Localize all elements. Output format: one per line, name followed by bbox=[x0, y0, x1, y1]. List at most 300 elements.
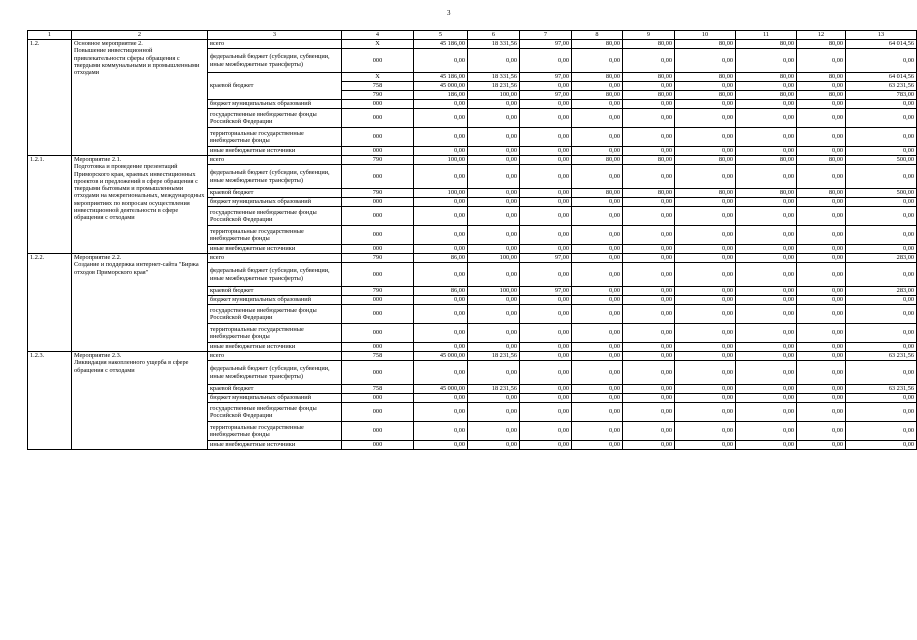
budget-code: 000 bbox=[342, 245, 414, 254]
value-col-8: 0,00 bbox=[572, 343, 623, 352]
value-col-7: 0,00 bbox=[520, 189, 572, 198]
value-col-9: 0,00 bbox=[623, 254, 675, 263]
value-col-7: 0,00 bbox=[520, 403, 572, 422]
funding-source: всего bbox=[208, 40, 342, 49]
value-col-11: 0,00 bbox=[736, 324, 797, 343]
funding-source: федеральный бюджет (субсидии, субвенции, иные межбюджетные трансферты) bbox=[208, 263, 342, 287]
value-col-8: 0,00 bbox=[572, 263, 623, 287]
value-col-12: 80,00 bbox=[797, 73, 846, 82]
value-col-11: 80,00 bbox=[736, 156, 797, 165]
funding-source: иные внебюджетные источники bbox=[208, 147, 342, 156]
value-col-13: 0,00 bbox=[846, 147, 917, 156]
value-col-13: 64 014,56 bbox=[846, 40, 917, 49]
value-col-8: 0,00 bbox=[572, 403, 623, 422]
value-col-6: 18 231,56 bbox=[468, 82, 520, 91]
value-col-5: 86,00 bbox=[414, 254, 468, 263]
value-col-5: 45 186,00 bbox=[414, 40, 468, 49]
value-col-8: 0,00 bbox=[572, 352, 623, 361]
item-number: 1.2.3. bbox=[28, 352, 72, 450]
value-col-8: 80,00 bbox=[572, 91, 623, 100]
value-col-11: 0,00 bbox=[736, 165, 797, 189]
value-col-11: 0,00 bbox=[736, 394, 797, 403]
value-col-7: 0,00 bbox=[520, 305, 572, 324]
value-col-12: 0,00 bbox=[797, 361, 846, 385]
budget-code: 000 bbox=[342, 147, 414, 156]
value-col-6: 0,00 bbox=[468, 109, 520, 128]
value-col-11: 0,00 bbox=[736, 128, 797, 147]
value-col-7: 0,00 bbox=[520, 343, 572, 352]
value-col-5: 0,00 bbox=[414, 263, 468, 287]
value-col-12: 80,00 bbox=[797, 156, 846, 165]
header-cell-5: 5 bbox=[414, 31, 468, 40]
value-col-10: 0,00 bbox=[675, 343, 736, 352]
budget-code: X bbox=[342, 40, 414, 49]
value-col-9: 80,00 bbox=[623, 156, 675, 165]
value-col-13: 0,00 bbox=[846, 226, 917, 245]
funding-source: государственные внебюджетные фонды Российской Федерации bbox=[208, 109, 342, 128]
value-col-9: 0,00 bbox=[623, 403, 675, 422]
value-col-6: 0,00 bbox=[468, 324, 520, 343]
value-col-7: 0,00 bbox=[520, 147, 572, 156]
value-col-6: 18 331,56 bbox=[468, 40, 520, 49]
value-col-12: 0,00 bbox=[797, 305, 846, 324]
item-name: Мероприятие 2.2. Создание и поддержка интернет-сайта "Биржа отходов Приморского края" bbox=[72, 254, 208, 352]
value-col-11: 0,00 bbox=[736, 263, 797, 287]
item-name: Мероприятие 2.1. Подготовка и проведение презентаций Приморского края, краевых инвестиционных проектов и предложений в сфере обращения с твердыми бытовыми и промышленными отходами на межрегиональных, международных мероприятиях по вопросам осуществления инвестиционной деятельности в сфере обращения с отходами bbox=[72, 156, 208, 254]
value-col-13: 63 231,56 bbox=[846, 385, 917, 394]
funding-source: государственные внебюджетные фонды Российской Федерации bbox=[208, 403, 342, 422]
value-col-7: 0,00 bbox=[520, 385, 572, 394]
value-col-5: 0,00 bbox=[414, 324, 468, 343]
funding-source: бюджет муниципальных образований bbox=[208, 100, 342, 109]
header-cell-1: 1 bbox=[28, 31, 72, 40]
value-col-11: 0,00 bbox=[736, 305, 797, 324]
value-col-13: 64 014,56 bbox=[846, 73, 917, 82]
value-col-6: 0,00 bbox=[468, 147, 520, 156]
value-col-13: 0,00 bbox=[846, 394, 917, 403]
budget-code: 790 bbox=[342, 287, 414, 296]
value-col-5: 0,00 bbox=[414, 403, 468, 422]
value-col-6: 0,00 bbox=[468, 49, 520, 73]
value-col-12: 0,00 bbox=[797, 287, 846, 296]
value-col-6: 0,00 bbox=[468, 245, 520, 254]
value-col-8: 0,00 bbox=[572, 361, 623, 385]
value-col-6: 0,00 bbox=[468, 394, 520, 403]
value-col-7: 0,00 bbox=[520, 263, 572, 287]
funding-source: краевой бюджет bbox=[208, 385, 342, 394]
table-row bbox=[28, 40, 917, 49]
value-col-6: 100,00 bbox=[468, 287, 520, 296]
value-col-9: 0,00 bbox=[623, 147, 675, 156]
value-col-10: 0,00 bbox=[675, 147, 736, 156]
value-col-13: 500,00 bbox=[846, 156, 917, 165]
value-col-7: 0,00 bbox=[520, 441, 572, 450]
value-col-10: 0,00 bbox=[675, 165, 736, 189]
value-col-12: 0,00 bbox=[797, 49, 846, 73]
value-col-7: 0,00 bbox=[520, 128, 572, 147]
header-cell-4: 4 bbox=[342, 31, 414, 40]
value-col-9: 0,00 bbox=[623, 305, 675, 324]
value-col-5: 86,00 bbox=[414, 287, 468, 296]
budget-code: 790 bbox=[342, 156, 414, 165]
value-col-8: 0,00 bbox=[572, 82, 623, 91]
value-col-8: 0,00 bbox=[572, 207, 623, 226]
value-col-5: 0,00 bbox=[414, 207, 468, 226]
item-number: 1.2.2. bbox=[28, 254, 72, 352]
value-col-6: 0,00 bbox=[468, 165, 520, 189]
value-col-13: 0,00 bbox=[846, 343, 917, 352]
funding-source: краевой бюджет bbox=[208, 189, 342, 198]
funding-source: всего bbox=[208, 352, 342, 361]
value-col-12: 0,00 bbox=[797, 441, 846, 450]
value-col-8: 0,00 bbox=[572, 245, 623, 254]
budget-code: 000 bbox=[342, 394, 414, 403]
value-col-8: 0,00 bbox=[572, 226, 623, 245]
value-col-7: 0,00 bbox=[520, 226, 572, 245]
value-col-6: 0,00 bbox=[468, 226, 520, 245]
budget-code: 000 bbox=[342, 422, 414, 441]
value-col-5: 0,00 bbox=[414, 165, 468, 189]
table-row bbox=[28, 156, 917, 165]
budget-code: 000 bbox=[342, 441, 414, 450]
budget-code: 758 bbox=[342, 82, 414, 91]
value-col-8: 0,00 bbox=[572, 305, 623, 324]
value-col-6: 18 331,56 bbox=[468, 73, 520, 82]
budget-code: X bbox=[342, 73, 414, 82]
budget-code: 000 bbox=[342, 128, 414, 147]
value-col-9: 0,00 bbox=[623, 324, 675, 343]
value-col-13: 63 231,56 bbox=[846, 82, 917, 91]
value-col-10: 0,00 bbox=[675, 245, 736, 254]
value-col-13: 283,00 bbox=[846, 254, 917, 263]
value-col-6: 0,00 bbox=[468, 441, 520, 450]
value-col-7: 0,00 bbox=[520, 49, 572, 73]
value-col-13: 63 231,56 bbox=[846, 352, 917, 361]
value-col-7: 0,00 bbox=[520, 109, 572, 128]
item-number: 1.2.1. bbox=[28, 156, 72, 254]
funding-source: территориальные государственные внебюджетные фонды bbox=[208, 226, 342, 245]
value-col-9: 80,00 bbox=[623, 73, 675, 82]
budget-code: 758 bbox=[342, 385, 414, 394]
value-col-6: 0,00 bbox=[468, 305, 520, 324]
value-col-6: 0,00 bbox=[468, 198, 520, 207]
funding-source: государственные внебюджетные фонды Российской Федерации bbox=[208, 207, 342, 226]
value-col-11: 0,00 bbox=[736, 403, 797, 422]
value-col-6: 100,00 bbox=[468, 91, 520, 100]
value-col-11: 0,00 bbox=[736, 82, 797, 91]
header-cell-6: 6 bbox=[468, 31, 520, 40]
value-col-10: 80,00 bbox=[675, 40, 736, 49]
value-col-9: 0,00 bbox=[623, 394, 675, 403]
value-col-5: 45 000,00 bbox=[414, 352, 468, 361]
value-col-11: 0,00 bbox=[736, 226, 797, 245]
value-col-9: 0,00 bbox=[623, 100, 675, 109]
value-col-10: 0,00 bbox=[675, 385, 736, 394]
value-col-11: 80,00 bbox=[736, 91, 797, 100]
value-col-10: 80,00 bbox=[675, 73, 736, 82]
budget-code: 790 bbox=[342, 91, 414, 100]
value-col-9: 0,00 bbox=[623, 128, 675, 147]
value-col-5: 100,00 bbox=[414, 189, 468, 198]
budget-code: 000 bbox=[342, 403, 414, 422]
value-col-13: 0,00 bbox=[846, 109, 917, 128]
value-col-9: 0,00 bbox=[623, 361, 675, 385]
value-col-11: 0,00 bbox=[736, 287, 797, 296]
value-col-10: 0,00 bbox=[675, 361, 736, 385]
value-col-7: 0,00 bbox=[520, 361, 572, 385]
value-col-12: 0,00 bbox=[797, 352, 846, 361]
header-cell-2: 2 bbox=[72, 31, 208, 40]
value-col-8: 0,00 bbox=[572, 254, 623, 263]
value-col-7: 0,00 bbox=[520, 100, 572, 109]
value-col-9: 0,00 bbox=[623, 422, 675, 441]
value-col-13: 500,00 bbox=[846, 189, 917, 198]
value-col-10: 0,00 bbox=[675, 263, 736, 287]
value-col-12: 80,00 bbox=[797, 40, 846, 49]
value-col-6: 0,00 bbox=[468, 100, 520, 109]
value-col-6: 0,00 bbox=[468, 156, 520, 165]
budget-code: 000 bbox=[342, 324, 414, 343]
header-cell-9: 9 bbox=[623, 31, 675, 40]
funding-source: краевой бюджет bbox=[208, 73, 342, 100]
value-col-13: 783,00 bbox=[846, 91, 917, 100]
value-col-12: 0,00 bbox=[797, 394, 846, 403]
value-col-8: 80,00 bbox=[572, 73, 623, 82]
value-col-9: 0,00 bbox=[623, 296, 675, 305]
value-col-13: 0,00 bbox=[846, 165, 917, 189]
value-col-13: 283,00 bbox=[846, 287, 917, 296]
budget-code: 000 bbox=[342, 343, 414, 352]
funding-source: краевой бюджет bbox=[208, 287, 342, 296]
budget-code: 000 bbox=[342, 198, 414, 207]
value-col-10: 0,00 bbox=[675, 49, 736, 73]
value-col-13: 0,00 bbox=[846, 49, 917, 73]
value-col-11: 0,00 bbox=[736, 343, 797, 352]
value-col-5: 0,00 bbox=[414, 361, 468, 385]
header-cell-7: 7 bbox=[520, 31, 572, 40]
value-col-8: 80,00 bbox=[572, 40, 623, 49]
budget-code: 000 bbox=[342, 165, 414, 189]
value-col-7: 0,00 bbox=[520, 82, 572, 91]
value-col-8: 0,00 bbox=[572, 128, 623, 147]
table-row bbox=[28, 254, 917, 263]
budget-code: 000 bbox=[342, 296, 414, 305]
value-col-5: 0,00 bbox=[414, 296, 468, 305]
value-col-13: 0,00 bbox=[846, 441, 917, 450]
value-col-9: 0,00 bbox=[623, 207, 675, 226]
item-name: Мероприятие 2.3. Ликвидация накопленного ущерба в сфере обращения с отходами bbox=[72, 352, 208, 450]
value-col-10: 0,00 bbox=[675, 226, 736, 245]
budget-code: 000 bbox=[342, 263, 414, 287]
value-col-8: 0,00 bbox=[572, 147, 623, 156]
value-col-11: 0,00 bbox=[736, 207, 797, 226]
value-col-5: 0,00 bbox=[414, 128, 468, 147]
value-col-5: 0,00 bbox=[414, 305, 468, 324]
funding-source: территориальные государственные внебюджетные фонды bbox=[208, 324, 342, 343]
value-col-8: 0,00 bbox=[572, 394, 623, 403]
funding-source: бюджет муниципальных образований bbox=[208, 394, 342, 403]
value-col-6: 0,00 bbox=[468, 128, 520, 147]
value-col-13: 0,00 bbox=[846, 422, 917, 441]
value-col-13: 0,00 bbox=[846, 207, 917, 226]
value-col-12: 0,00 bbox=[797, 100, 846, 109]
value-col-12: 0,00 bbox=[797, 403, 846, 422]
value-col-5: 0,00 bbox=[414, 441, 468, 450]
value-col-9: 0,00 bbox=[623, 263, 675, 287]
value-col-5: 0,00 bbox=[414, 343, 468, 352]
value-col-12: 0,00 bbox=[797, 422, 846, 441]
budget-code: 790 bbox=[342, 189, 414, 198]
value-col-12: 0,00 bbox=[797, 245, 846, 254]
value-col-7: 0,00 bbox=[520, 422, 572, 441]
value-col-10: 0,00 bbox=[675, 100, 736, 109]
funding-source: территориальные государственные внебюджетные фонды bbox=[208, 422, 342, 441]
value-col-13: 0,00 bbox=[846, 403, 917, 422]
budget-code: 000 bbox=[342, 361, 414, 385]
value-col-10: 0,00 bbox=[675, 296, 736, 305]
value-col-12: 0,00 bbox=[797, 385, 846, 394]
funding-source: всего bbox=[208, 254, 342, 263]
value-col-10: 0,00 bbox=[675, 305, 736, 324]
value-col-5: 186,00 bbox=[414, 91, 468, 100]
header-cell-8: 8 bbox=[572, 31, 623, 40]
value-col-8: 0,00 bbox=[572, 296, 623, 305]
value-col-9: 80,00 bbox=[623, 189, 675, 198]
value-col-7: 97,00 bbox=[520, 73, 572, 82]
value-col-11: 0,00 bbox=[736, 441, 797, 450]
value-col-11: 0,00 bbox=[736, 100, 797, 109]
value-col-12: 0,00 bbox=[797, 263, 846, 287]
value-col-11: 0,00 bbox=[736, 422, 797, 441]
value-col-12: 0,00 bbox=[797, 226, 846, 245]
value-col-6: 0,00 bbox=[468, 422, 520, 441]
value-col-9: 0,00 bbox=[623, 343, 675, 352]
value-col-7: 0,00 bbox=[520, 207, 572, 226]
value-col-11: 80,00 bbox=[736, 73, 797, 82]
value-col-7: 0,00 bbox=[520, 324, 572, 343]
value-col-9: 0,00 bbox=[623, 245, 675, 254]
value-col-12: 0,00 bbox=[797, 82, 846, 91]
value-col-10: 0,00 bbox=[675, 109, 736, 128]
value-col-6: 0,00 bbox=[468, 189, 520, 198]
value-col-10: 80,00 bbox=[675, 91, 736, 100]
header-row bbox=[28, 31, 917, 40]
value-col-7: 0,00 bbox=[520, 156, 572, 165]
value-col-8: 0,00 bbox=[572, 287, 623, 296]
funding-source: федеральный бюджет (субсидии, субвенции, иные межбюджетные трансферты) bbox=[208, 49, 342, 73]
value-col-10: 0,00 bbox=[675, 324, 736, 343]
value-col-12: 0,00 bbox=[797, 198, 846, 207]
value-col-8: 0,00 bbox=[572, 165, 623, 189]
value-col-6: 100,00 bbox=[468, 254, 520, 263]
value-col-10: 0,00 bbox=[675, 254, 736, 263]
budget-table bbox=[27, 30, 917, 450]
budget-code: 000 bbox=[342, 305, 414, 324]
page-number: 3 bbox=[447, 9, 451, 17]
funding-source: иные внебюджетные источники bbox=[208, 441, 342, 450]
value-col-5: 45 186,00 bbox=[414, 73, 468, 82]
funding-source: бюджет муниципальных образований bbox=[208, 198, 342, 207]
value-col-8: 80,00 bbox=[572, 156, 623, 165]
value-col-9: 0,00 bbox=[623, 441, 675, 450]
value-col-7: 0,00 bbox=[520, 165, 572, 189]
value-col-9: 80,00 bbox=[623, 91, 675, 100]
value-col-12: 0,00 bbox=[797, 324, 846, 343]
value-col-6: 0,00 bbox=[468, 207, 520, 226]
budget-code: 000 bbox=[342, 226, 414, 245]
item-number: 1.2. bbox=[28, 40, 72, 156]
budget-code: 000 bbox=[342, 49, 414, 73]
funding-source: бюджет муниципальных образований bbox=[208, 296, 342, 305]
value-col-11: 80,00 bbox=[736, 189, 797, 198]
header-cell-10: 10 bbox=[675, 31, 736, 40]
value-col-13: 0,00 bbox=[846, 198, 917, 207]
value-col-5: 0,00 bbox=[414, 147, 468, 156]
value-col-5: 100,00 bbox=[414, 156, 468, 165]
value-col-13: 0,00 bbox=[846, 128, 917, 147]
value-col-5: 45 000,00 bbox=[414, 82, 468, 91]
value-col-11: 80,00 bbox=[736, 40, 797, 49]
header-cell-3: 3 bbox=[208, 31, 342, 40]
header-cell-11: 11 bbox=[736, 31, 797, 40]
value-col-10: 0,00 bbox=[675, 82, 736, 91]
value-col-5: 0,00 bbox=[414, 226, 468, 245]
value-col-8: 0,00 bbox=[572, 441, 623, 450]
value-col-7: 0,00 bbox=[520, 296, 572, 305]
value-col-9: 0,00 bbox=[623, 226, 675, 245]
value-col-12: 0,00 bbox=[797, 165, 846, 189]
value-col-13: 0,00 bbox=[846, 324, 917, 343]
value-col-5: 0,00 bbox=[414, 422, 468, 441]
value-col-9: 0,00 bbox=[623, 165, 675, 189]
value-col-8: 0,00 bbox=[572, 385, 623, 394]
value-col-9: 80,00 bbox=[623, 40, 675, 49]
value-col-7: 97,00 bbox=[520, 254, 572, 263]
value-col-9: 0,00 bbox=[623, 352, 675, 361]
header-cell-13: 13 bbox=[846, 31, 917, 40]
value-col-11: 0,00 bbox=[736, 198, 797, 207]
value-col-11: 0,00 bbox=[736, 296, 797, 305]
value-col-6: 0,00 bbox=[468, 296, 520, 305]
value-col-7: 97,00 bbox=[520, 287, 572, 296]
value-col-10: 0,00 bbox=[675, 394, 736, 403]
value-col-6: 0,00 bbox=[468, 263, 520, 287]
value-col-8: 0,00 bbox=[572, 100, 623, 109]
value-col-10: 0,00 bbox=[675, 287, 736, 296]
value-col-10: 80,00 bbox=[675, 156, 736, 165]
funding-source: государственные внебюджетные фонды Российской Федерации bbox=[208, 305, 342, 324]
value-col-12: 80,00 bbox=[797, 91, 846, 100]
value-col-12: 0,00 bbox=[797, 147, 846, 156]
value-col-6: 18 231,56 bbox=[468, 352, 520, 361]
value-col-9: 0,00 bbox=[623, 385, 675, 394]
value-col-8: 0,00 bbox=[572, 49, 623, 73]
item-name: Основное мероприятие 2. Повышение инвестиционной привлекательности сферы обращения с твердыми коммунальными и промышленными отходами bbox=[72, 40, 208, 156]
budget-code: 790 bbox=[342, 254, 414, 263]
value-col-12: 0,00 bbox=[797, 109, 846, 128]
value-col-7: 0,00 bbox=[520, 198, 572, 207]
value-col-13: 0,00 bbox=[846, 100, 917, 109]
value-col-8: 80,00 bbox=[572, 189, 623, 198]
value-col-8: 0,00 bbox=[572, 198, 623, 207]
value-col-6: 0,00 bbox=[468, 403, 520, 422]
value-col-5: 0,00 bbox=[414, 245, 468, 254]
value-col-10: 0,00 bbox=[675, 422, 736, 441]
value-col-13: 0,00 bbox=[846, 263, 917, 287]
budget-code: 000 bbox=[342, 100, 414, 109]
value-col-10: 0,00 bbox=[675, 198, 736, 207]
value-col-8: 0,00 bbox=[572, 109, 623, 128]
